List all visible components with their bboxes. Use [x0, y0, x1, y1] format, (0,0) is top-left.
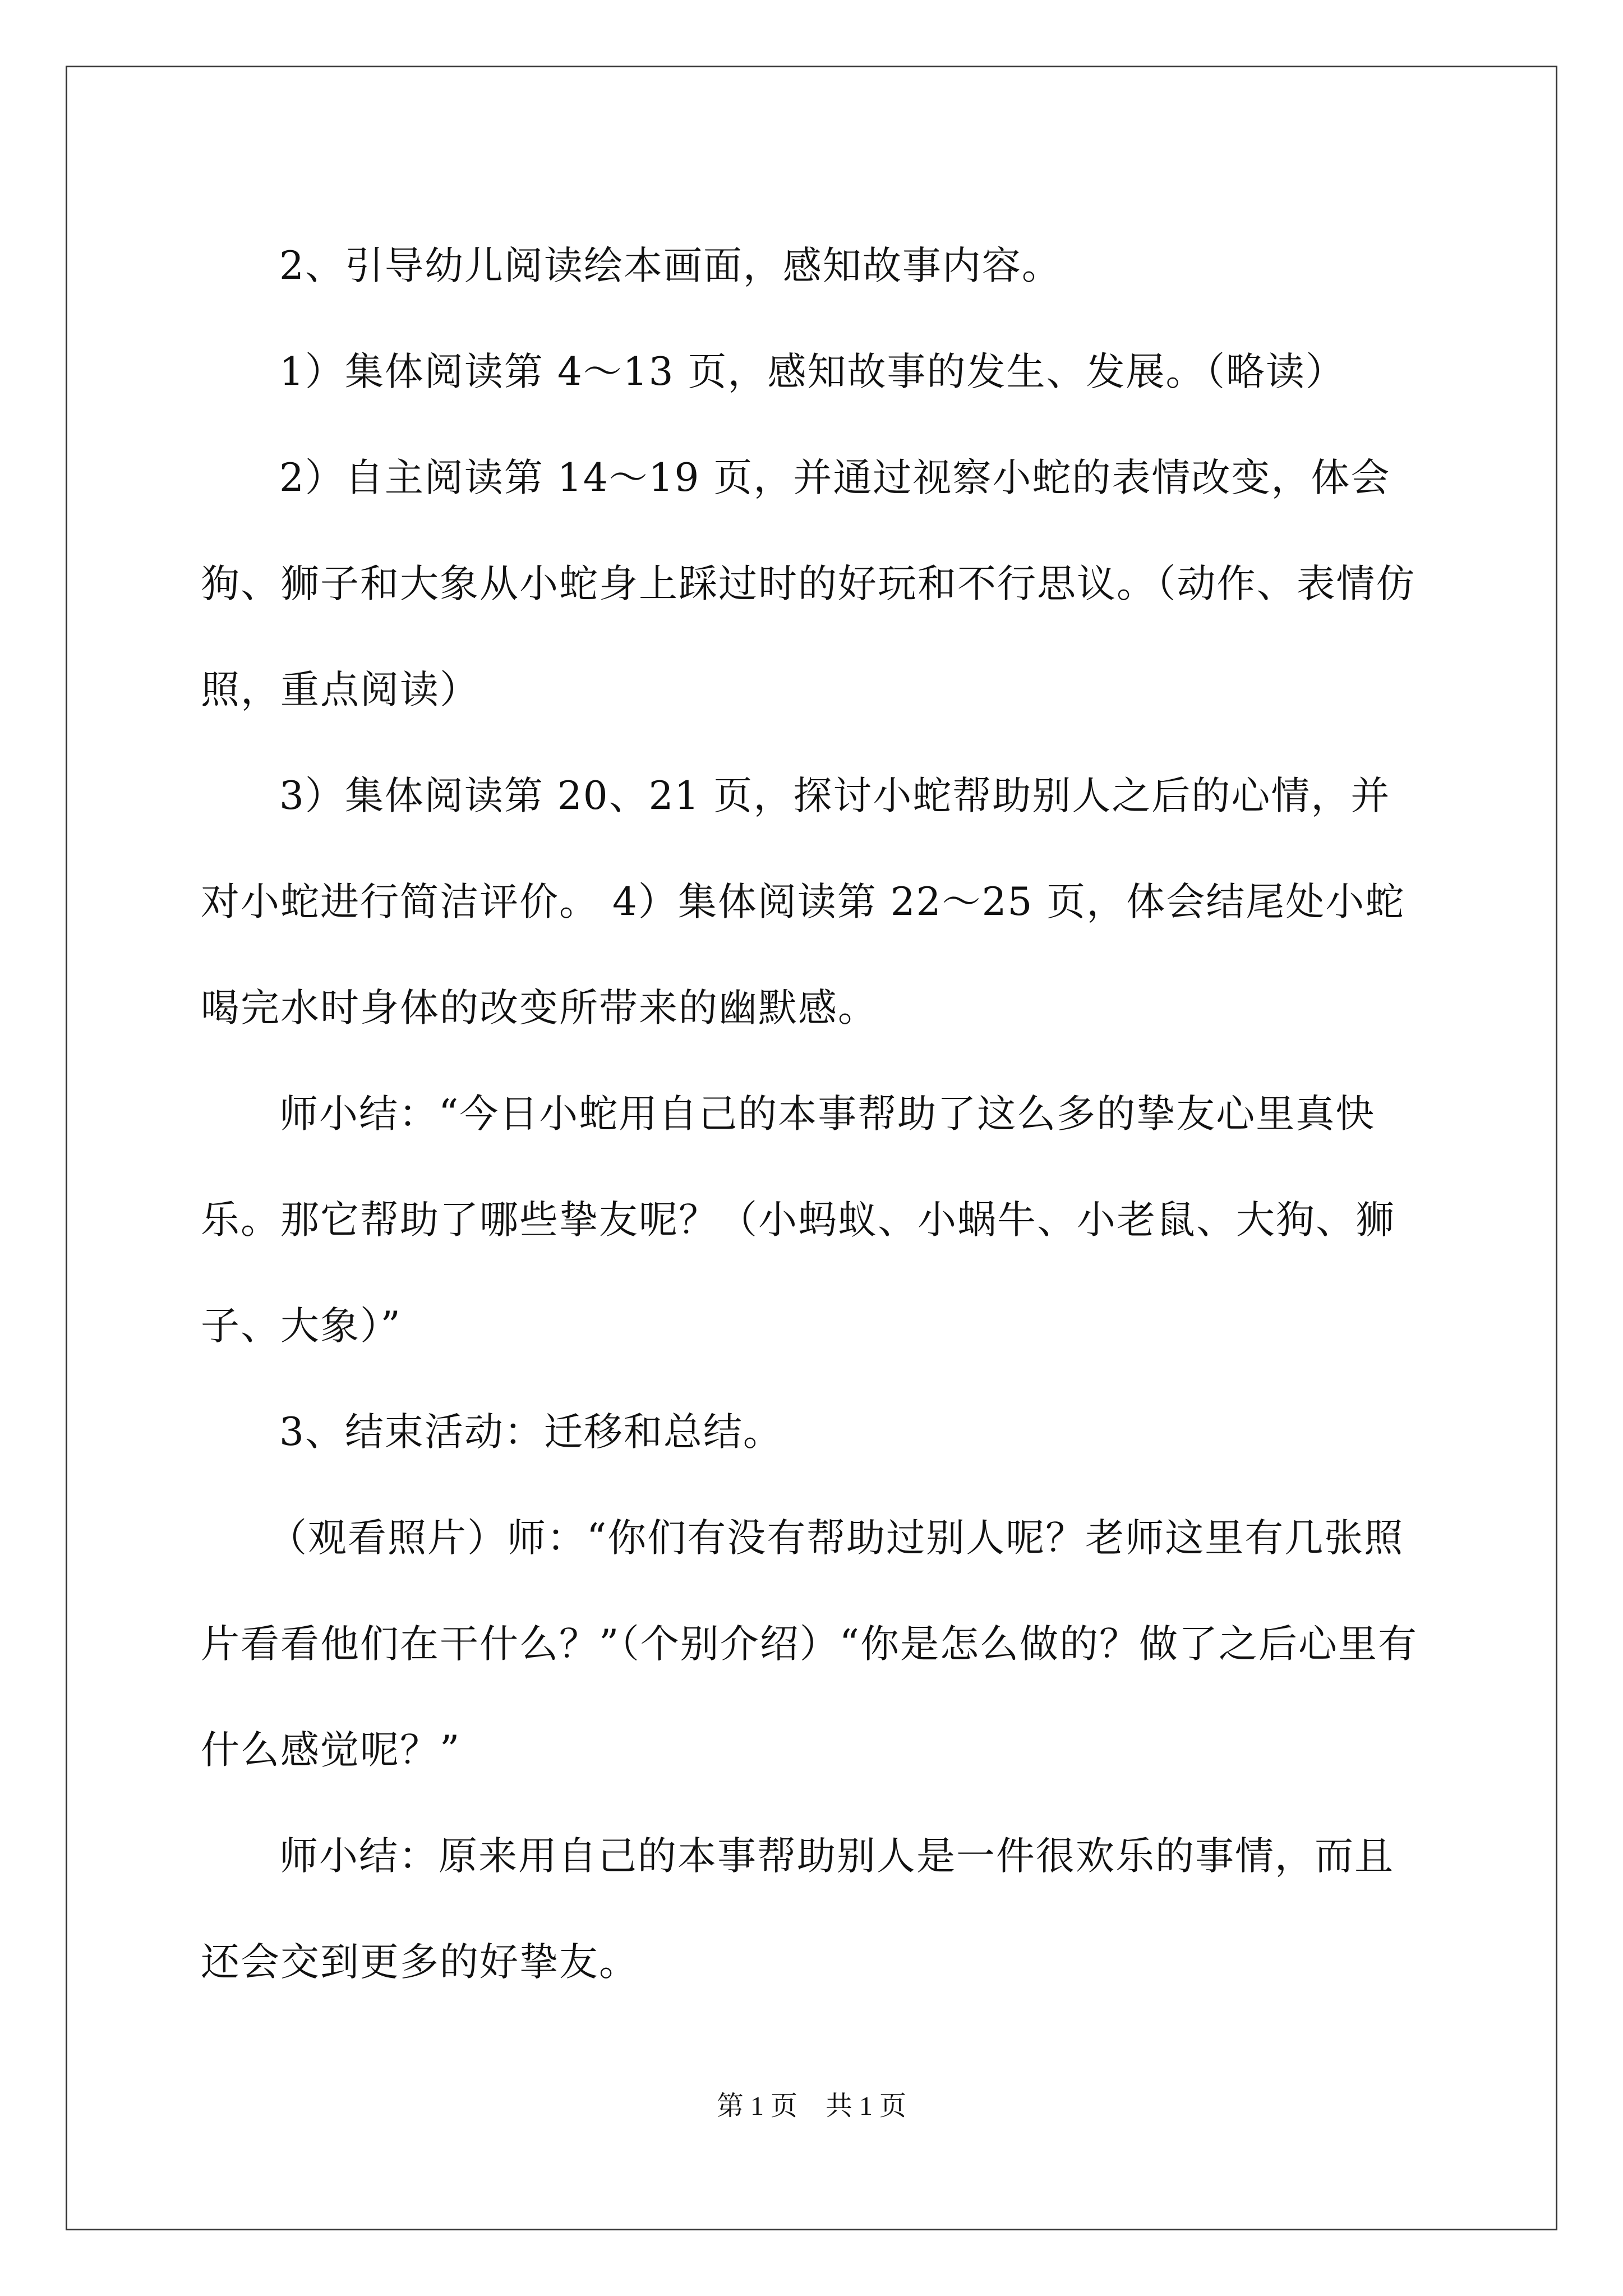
paragraph-step-1: 1）集体阅读第 4～13 页，感知故事的发生、发展。（略读） [279, 349, 1345, 394]
paragraph-teacher-summary-1: 师小结：“今日小蛇用自己的本事帮助了这么多的挚友心里真快乐。那它帮助了哪些挚友呢？（小蚂蚁、小蜗牛、小老鼠、大狗、狮子、大象）” [201, 1092, 1395, 1349]
paragraph-step-3-4: 3）集体阅读第 20、21 页，探讨小蛇帮助别人之后的心情，并对小蛇进行简洁评价。 4）集体阅读第 22～25 页，体会结尾处小蛇喝完水时身体的改变所带来的幽默感。 [201, 774, 1405, 1030]
paragraph-photo-discussion: （观看照片）师：“你们有没有帮助过别人呢？老师这里有几张照片看看他们在干什么？”（个别介绍）“你是怎么做的？做了之后心里有什么感觉呢？” [201, 1516, 1418, 1773]
paragraph-step-2: 2）自主阅读第 14～19 页，并通过视察小蛇的表情改变，体会狗、狮子和大象从小蛇身上踩过时的好玩和不行思议。（动作、表情仿照，重点阅读） [201, 455, 1416, 712]
page-footer [0, 2084, 1623, 2123]
page-number-current: 第 1 页 [716, 2091, 797, 2121]
document-body [201, 213, 1423, 2016]
page-number-total: 共 1 页 [826, 2091, 907, 2121]
paragraph-section-3-heading: 3、结束活动：迁移和总结。 [279, 1410, 783, 1455]
paragraph-section-2-heading: 2、引导幼儿阅读绘本画面，感知故事内容。 [279, 243, 1062, 288]
paragraph-teacher-summary-2: 师小结：原来用自己的本事帮助别人是一件很欢乐的事情，而且还会交到更多的好挚友。 [201, 1834, 1394, 1985]
